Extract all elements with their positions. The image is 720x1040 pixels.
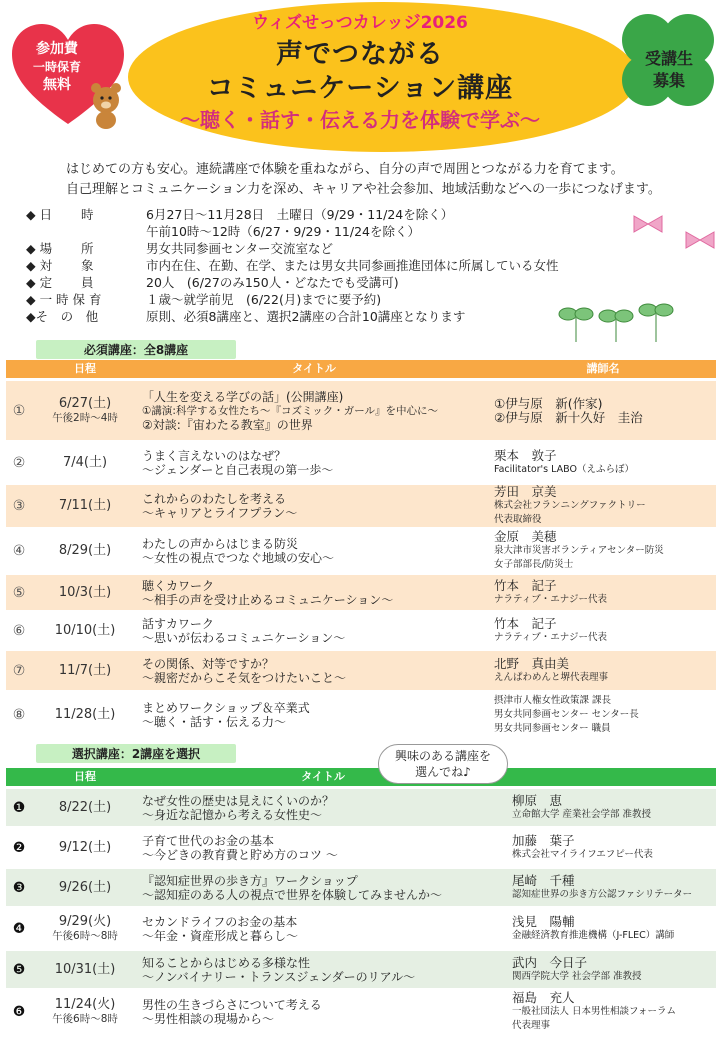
- row-instructor: [508, 788, 716, 828]
- info-other: ◆そ の 他 原則、必須8講座と、選択2講座の合計10講座となります: [26, 309, 466, 324]
- page-title-line1: 声でつながる: [276, 39, 444, 70]
- title-line: ～相手の声を受け止めるコミュニケーション～: [142, 592, 394, 607]
- instructor-name: 福島 充人: [512, 990, 575, 1005]
- table-row: [6, 574, 716, 612]
- row-title: [138, 650, 490, 692]
- instructor-name: 浅見 陽輔: [512, 913, 575, 929]
- instructor-name: ①伊与原 新(作家): [494, 395, 603, 411]
- date-text: 7/11(土): [58, 498, 112, 513]
- college-name: ウィズせっつカレッジ2026: [252, 13, 468, 33]
- title-line: ～年金・資産形成と暮らし～: [142, 928, 299, 943]
- time-text: 午後2時～4時: [52, 411, 118, 424]
- row-instructor: [490, 692, 716, 738]
- instructor-affiliation: 関西学院大学 社会学部 准教授: [512, 970, 642, 982]
- date-text: 11/7(土): [58, 662, 112, 678]
- date-text: 8/22(土): [58, 799, 112, 815]
- title-line: わたしの声からはじまる防災: [142, 537, 299, 551]
- instructor-name: 尾崎 千種: [512, 872, 575, 888]
- row-number: ❷: [6, 828, 32, 868]
- table-row: [6, 908, 716, 950]
- date-text: 11/24(火): [54, 997, 116, 1012]
- instructor-name: 栗本 敦子: [494, 447, 557, 463]
- title-line: ～親密だからこそ気をつけたいこと～: [142, 670, 347, 685]
- row-date: [32, 380, 138, 442]
- elective-table: [6, 768, 716, 1033]
- elective-section-label: 選択講座：2講座を選択: [36, 744, 236, 763]
- row-number: ❸: [6, 868, 32, 908]
- page-subtitle: ～聴く・話す・伝える力を体験で学ぶ～: [180, 108, 540, 132]
- date-text: 6/27(土): [58, 395, 112, 411]
- row-instructor: [490, 442, 716, 484]
- row-instructor: [508, 950, 716, 990]
- row-title: [138, 574, 490, 612]
- row-date: [32, 788, 138, 828]
- info-target: ◆ 対 象 市内在住、在勤、在学、または男女共同参画推進団体に所属している女性: [26, 258, 559, 273]
- row-instructor: [490, 650, 716, 692]
- instructor-name: 竹本 記子: [494, 577, 557, 593]
- instructor-affiliation: 代表理事: [512, 1020, 551, 1031]
- row-date: [32, 650, 138, 692]
- instructor-name: 柳原 恵: [512, 792, 563, 808]
- date-text: 8/29(土): [58, 543, 112, 558]
- title-line: うまく言えないのはなぜ？: [142, 448, 287, 463]
- title-line: ①講演:科学する女性たち～『コズミック・ガール』を中心に～: [142, 404, 439, 417]
- header-instructor: [508, 768, 716, 788]
- row-date: [32, 529, 138, 574]
- row-number: ⑦: [6, 650, 32, 692]
- instructor-affiliation: 株式会社フランニングファクトリー: [494, 500, 646, 511]
- title-line: ～今どきの教育費と貯め方のコツ ～: [142, 847, 338, 862]
- title-line: ②対談:『宙わたる教室』の世界: [142, 417, 313, 432]
- table-row: [6, 380, 716, 442]
- row-date: [32, 692, 138, 738]
- row-number: ⑧: [6, 692, 32, 738]
- row-date: [32, 484, 138, 529]
- title-line: セカンドライフのお金の基本: [142, 914, 298, 929]
- info-time: 午前10時～12時（6/27・9/29・11/24を除く）: [146, 224, 420, 239]
- title-line: ～キャリアとライフプラン～: [142, 506, 298, 520]
- title-line: ～ノンバイナリー・トランスジェンダーのリアル～: [142, 969, 416, 984]
- instructor-name: 竹本 記子: [494, 615, 557, 631]
- row-instructor: [508, 868, 716, 908]
- instructor-affiliation: 認知症世界の歩き方公認ファシリテーター: [512, 888, 693, 900]
- table-header-row: [6, 768, 716, 788]
- row-number: ⑤: [6, 574, 32, 612]
- instructor-affiliation: 男女共同参画センター センター長: [494, 709, 639, 721]
- instructor-affiliation: 女子部部長/防災士: [494, 559, 574, 570]
- instructor-name: 金原 美穂: [494, 529, 557, 544]
- row-date: [32, 612, 138, 650]
- intro-line1: はじめての方も安心。連続講座で体験を重ねながら、自分の声で周囲とつながる力を育てます。: [66, 162, 624, 177]
- info-capacity: ◆ 定 員 20人 (6/27のみ150人・どなたでも受講可): [26, 275, 399, 290]
- instructor-affiliation: 代表取締役: [494, 514, 542, 525]
- row-number: ❹: [6, 908, 32, 950]
- row-instructor: [490, 380, 716, 442]
- instructor-name: 武内 今日子: [512, 954, 588, 970]
- row-title: [138, 380, 490, 442]
- row-title: [138, 908, 508, 950]
- instructor-affiliation: 金融経済教育推進機構（J-FLEC）講師: [512, 929, 675, 941]
- row-instructor: [508, 828, 716, 868]
- row-number: ③: [6, 484, 32, 529]
- table-row: [6, 950, 716, 990]
- table-row: [6, 529, 716, 574]
- row-number: ⑥: [6, 612, 32, 650]
- speech-bubble: 興味のある講座を 選んでね♪: [378, 744, 508, 784]
- instructor-name: 芳田 京美: [494, 484, 557, 499]
- row-title: [138, 484, 490, 529]
- row-number: ④: [6, 529, 32, 574]
- title-line: ～聴く・話す・伝える力～: [142, 715, 287, 730]
- instructor-affiliation: ナラティブ・エナジー代表: [494, 593, 608, 605]
- table-row: [6, 650, 716, 692]
- row-instructor: [490, 529, 716, 574]
- date-text: 9/12(土): [58, 839, 112, 855]
- instructor-affiliation: えんぱわめんと堺代表理事: [494, 671, 609, 683]
- info-childcare: ◆ 一 時 保 育 １歳～就学前児 (6/22(月)までに要予約): [26, 292, 382, 307]
- table-row: [6, 868, 716, 908]
- time-text: 午後6時～8時: [52, 929, 118, 942]
- instructor-name: 加藤 葉子: [512, 832, 575, 848]
- row-number: ❻: [6, 990, 32, 1034]
- table-row: [6, 442, 716, 484]
- date-text: 9/26(土): [58, 879, 112, 895]
- row-instructor: [490, 574, 716, 612]
- row-number: ❶: [6, 788, 32, 828]
- page-title-line2: コミュニケーション講座: [206, 73, 514, 104]
- instructor-name: 北野 真由美: [494, 655, 570, 671]
- title-line: 男性の生きづらさについて考える: [142, 998, 322, 1012]
- title-line: なぜ女性の歴史は見えにくいのか？: [142, 793, 335, 808]
- title-line: 子育て世代のお金の基本: [142, 833, 275, 848]
- title-line: これからのわたしを考える: [142, 492, 287, 506]
- row-number: ①: [6, 380, 32, 442]
- ribbon-icon: [620, 206, 720, 266]
- recruit-badge: 受講生 募集: [644, 49, 693, 90]
- title-line: ～ジェンダーと自己表現の第一歩～: [142, 462, 334, 477]
- title-line: 知ることからはじめる多様な性: [142, 955, 311, 970]
- row-number: ②: [6, 442, 32, 484]
- date-text: 11/28(土): [54, 707, 116, 723]
- instructor-name: ②伊与原 新十久好 圭治: [494, 409, 643, 425]
- time-text: 午後6時～8時: [52, 1013, 118, 1025]
- date-text: 9/29(火): [58, 913, 112, 929]
- row-date: [32, 868, 138, 908]
- header-title: タイトル: [138, 768, 508, 788]
- title-line: ～女性の視点でつなぐ地域の安心～: [142, 551, 335, 565]
- instructor-affiliation: 一般社団法人 日本男性相談フォーラム: [512, 1006, 676, 1017]
- table-row: [6, 828, 716, 868]
- row-title: [138, 990, 508, 1034]
- title-line: その関係、対等ですか？: [142, 656, 275, 671]
- title-line: まとめワークショップ＆卒業式: [142, 701, 310, 716]
- title-line: 「人生を変える学びの話」(公開講座): [142, 389, 344, 404]
- instructor-affiliation: 摂津市人権女性政策課 課長: [494, 695, 612, 707]
- row-instructor: [490, 484, 716, 529]
- header-instructor: 講師名: [490, 360, 716, 380]
- date-text: 10/3(土): [58, 584, 112, 600]
- header-date: 日程: [32, 360, 138, 380]
- row-date: [32, 442, 138, 484]
- title-line: 聴くカワーク: [142, 578, 215, 593]
- date-text: 7/4(土): [62, 454, 108, 470]
- info-datetime: ◆ 日 時 6月27日～11月28日 土曜日（9/29・11/24を除く）: [26, 207, 454, 222]
- header-date: 日程: [32, 768, 138, 788]
- title-line: ～男性相談の現場から～: [142, 1012, 275, 1026]
- row-title: [138, 529, 490, 574]
- intro-line2: 自己理解とコミュニケーション力を深め、キャリアや社会参加、地域活動などへの一歩につなげます。: [66, 182, 661, 197]
- row-date: [32, 950, 138, 990]
- title-line: ～認知症のある人の視点で世界を体験してみませんか～: [142, 887, 443, 902]
- instructor-affiliation: 立命館大学 産業社会学部 准教授: [512, 808, 652, 820]
- row-instructor: [508, 990, 716, 1034]
- required-table: [6, 360, 716, 738]
- instructor-affiliation: 株式会社マイライフエフピー代表: [512, 848, 653, 860]
- instructor-affiliation: ナラティブ・エナジー代表: [494, 631, 608, 643]
- instructor-affiliation: 男女共同参画センター 職員: [494, 723, 611, 735]
- table-row: [6, 484, 716, 529]
- required-section-label: 必須講座：全8講座: [36, 340, 236, 359]
- table-row: [6, 788, 716, 828]
- row-date: [32, 574, 138, 612]
- row-instructor: [490, 612, 716, 650]
- table-header-row: [6, 360, 716, 380]
- row-title: [138, 868, 508, 908]
- fee-badge: 参加費 一時保育 無料: [32, 41, 81, 93]
- title-line: ～思いが伝わるコミュニケーション～: [142, 630, 346, 645]
- row-instructor: [508, 908, 716, 950]
- row-title: [138, 692, 490, 738]
- row-title: [138, 828, 508, 868]
- date-text: 10/10(土): [54, 622, 116, 638]
- row-title: [138, 442, 490, 484]
- row-date: [32, 908, 138, 950]
- title-line: ～身近な記憶から考える女性史～: [142, 807, 323, 822]
- row-date: [32, 828, 138, 868]
- title-line: 『認知症世界の歩き方』ワークショップ: [142, 873, 358, 888]
- header-title: タイトル: [138, 360, 490, 380]
- row-number: ❺: [6, 950, 32, 990]
- table-row: [6, 692, 716, 738]
- info-place: ◆ 場 所 男女共同参画センター交流室など: [26, 241, 334, 256]
- row-title: [138, 612, 490, 650]
- table-row: [6, 990, 716, 1034]
- bear-icon: [91, 83, 121, 129]
- row-title: [138, 950, 508, 990]
- instructor-affiliation: Facilitator's LABO（えふらぼ）: [494, 463, 634, 475]
- row-date: [32, 990, 138, 1034]
- instructor-affiliation: 泉大津市災害ボランティアセンター防災: [494, 545, 664, 556]
- table-row: [6, 612, 716, 650]
- date-text: 10/31(土): [54, 961, 116, 977]
- sprout-icon: [556, 296, 686, 346]
- row-title: [138, 788, 508, 828]
- title-line: 話すカワーク: [142, 616, 214, 631]
